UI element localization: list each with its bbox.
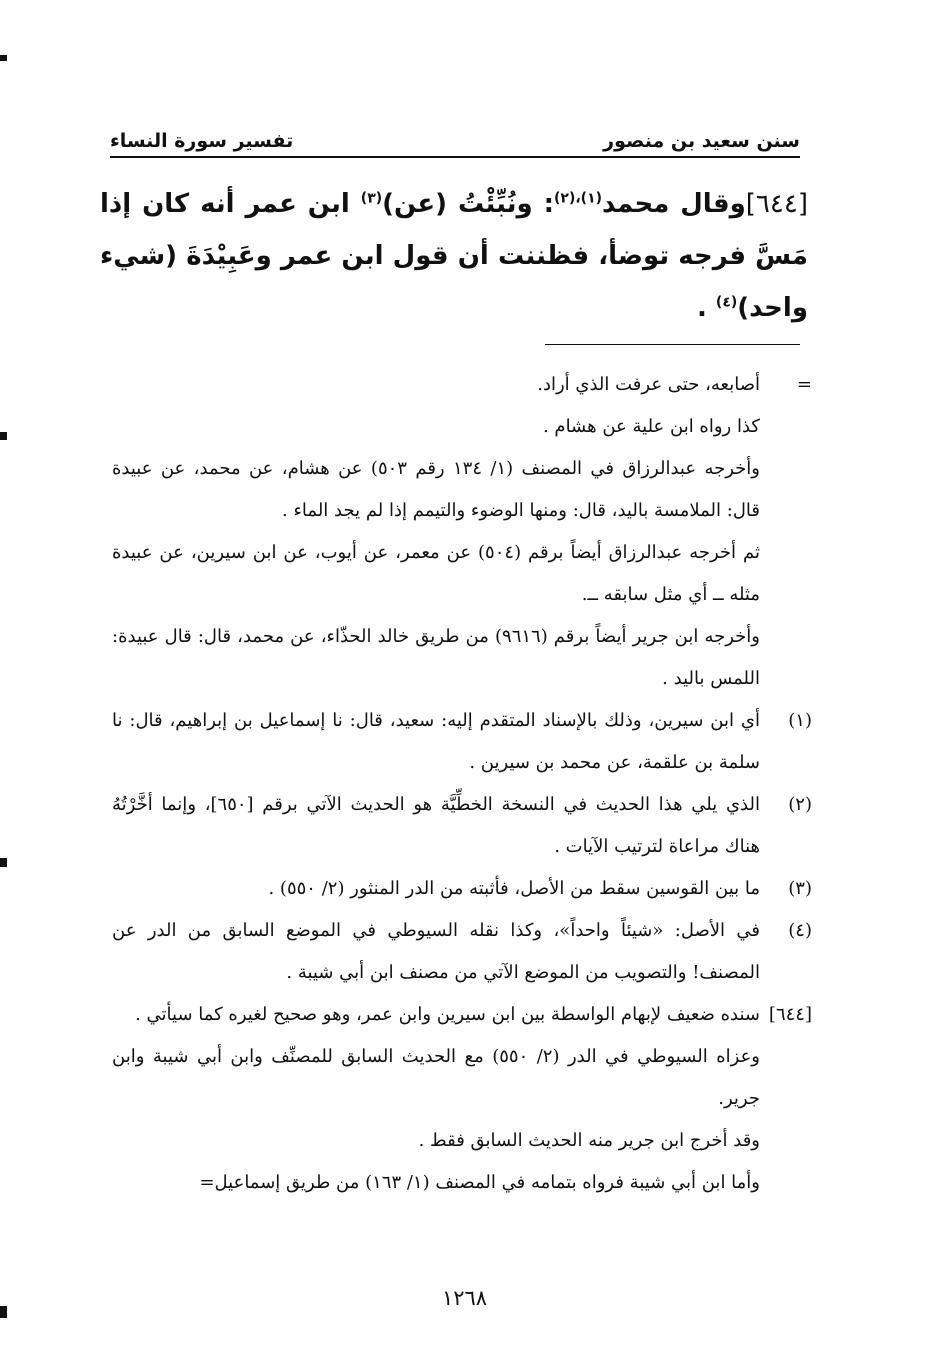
note-line: ثم أخرجه عبدالرزاق أيضاً برقم (٥٠٤) عن معمر، عن أيوب، عن ابن سيرين، عن عبيدة مثله ــ أي مثل سابقه ــ. (112, 542, 760, 605)
footnote-2-text: الذي يلي هذا الحديث في النسخة الخطِّيَّة هو الحديث الآتي برقم [٦٥٠]، وإنما أخَّرْتُهُ هناك مراعاة لترتيب الآيات . (112, 794, 760, 857)
hadith-644-mark: [٦٤٤] (768, 1004, 812, 1025)
running-header (110, 112, 800, 158)
book-title: سنن سعيد بن منصور (603, 130, 800, 152)
note-line: وأخرجه ابن جرير أيضاً برقم (٩٦١٦) من طريق خالد الحذّاء، عن محمد، قال: قال عبيدة: اللمس باليد . (112, 626, 760, 689)
hadith-part-2: : ونُبِّئْتُ (عن) (382, 189, 554, 219)
hadith-part-4: . (696, 293, 716, 323)
footnote-2-mark: (٢) (788, 794, 812, 815)
footnote-2 (112, 784, 812, 868)
hadith-part-1: وقال محمد (602, 189, 746, 219)
footnote-1-text: أي ابن سيرين، وذلك بالإسناد المتقدم إليه: سعيد، قال: نا إسماعيل بن إبراهيم، قال: نا سلمة بن علقمة، عن محمد بن سيرين . (112, 710, 760, 773)
page-number: ١٢٦٨ (441, 1286, 488, 1310)
hadith-text (100, 178, 808, 334)
footnote-ref-3: (٣) (360, 190, 383, 207)
footnote-1 (112, 700, 812, 784)
footnote-ref-4: (٤) (715, 294, 738, 311)
scan-mark (0, 1306, 7, 1318)
footnote-4 (112, 910, 812, 994)
scan-mark (0, 55, 7, 61)
footnotes (112, 364, 812, 1204)
note-line: كذا رواه ابن علية عن هشام . (542, 416, 760, 437)
note-line: وقد أخرج ابن جرير منه الحديث السابق فقط . (418, 1130, 760, 1151)
footnote-3-mark: (٣) (788, 878, 812, 899)
footnote-4-text: في الأصل: «شيئاً واحداً»، وكذا نقله السيوطي في الموضع السابق من الدر عن المصنف! والتصويب من الموضع الآتي من مصنف ابن أبي شيبة . (112, 920, 760, 983)
note-line: وعزاه السيوطي في الدر (٢/ ٥٥٠) مع الحديث السابق للمصنِّف وابن أبي شيبة وابن جرير. (112, 1046, 761, 1109)
continuation-note (112, 364, 812, 700)
scan-mark (0, 432, 7, 440)
footnote-ref-1-2: (١)،(٢) (554, 190, 603, 207)
hadith-number: [٦٤٤] (745, 189, 808, 219)
hadith-644-text: سنده ضعيف لإبهام الواسطة بين ابن سيرين وابن عمر، وهو صحيح لغيره كما سيأتي . (135, 1004, 760, 1025)
note-line: أصابعه، حتى عرفت الذي أراد. (537, 374, 760, 395)
scan-mark (0, 858, 7, 867)
footnote-4-mark: (٤) (788, 920, 812, 941)
note-line: وأخرجه عبدالرزاق في المصنف (١/ ١٣٤ رقم ٥٠٣) عن هشام، عن محمد، عن عبيدة قال: الملامسة باليد، قال: ومنها الوضوء والتيمم إذا لم يجد الماء . (112, 458, 760, 521)
footnote-separator (545, 344, 800, 345)
continuation-mark: = (796, 374, 812, 395)
hadith-644-commentary (112, 994, 812, 1036)
chapter-title: تفسير سورة النساء (110, 130, 294, 152)
hadith-part-3: ابن عمر أنه كان إذا مَسَّ فرجه توضأ، فظننت أن قول ابن عمر وعَبِيْدَةَ (شيء واحد) (100, 189, 808, 323)
note-line: وأما ابن أبي شيبة فرواه بتمامه في المصنف (١/ ١٦٣) من طريق إسماعيل= (199, 1172, 760, 1193)
footnote-3-text: ما بين القوسين سقط من الأصل، فأثبته من الدر المنثور (٢/ ٥٥٠) . (268, 878, 760, 899)
footnote-3 (112, 868, 812, 910)
footnote-1-mark: (١) (788, 710, 812, 731)
